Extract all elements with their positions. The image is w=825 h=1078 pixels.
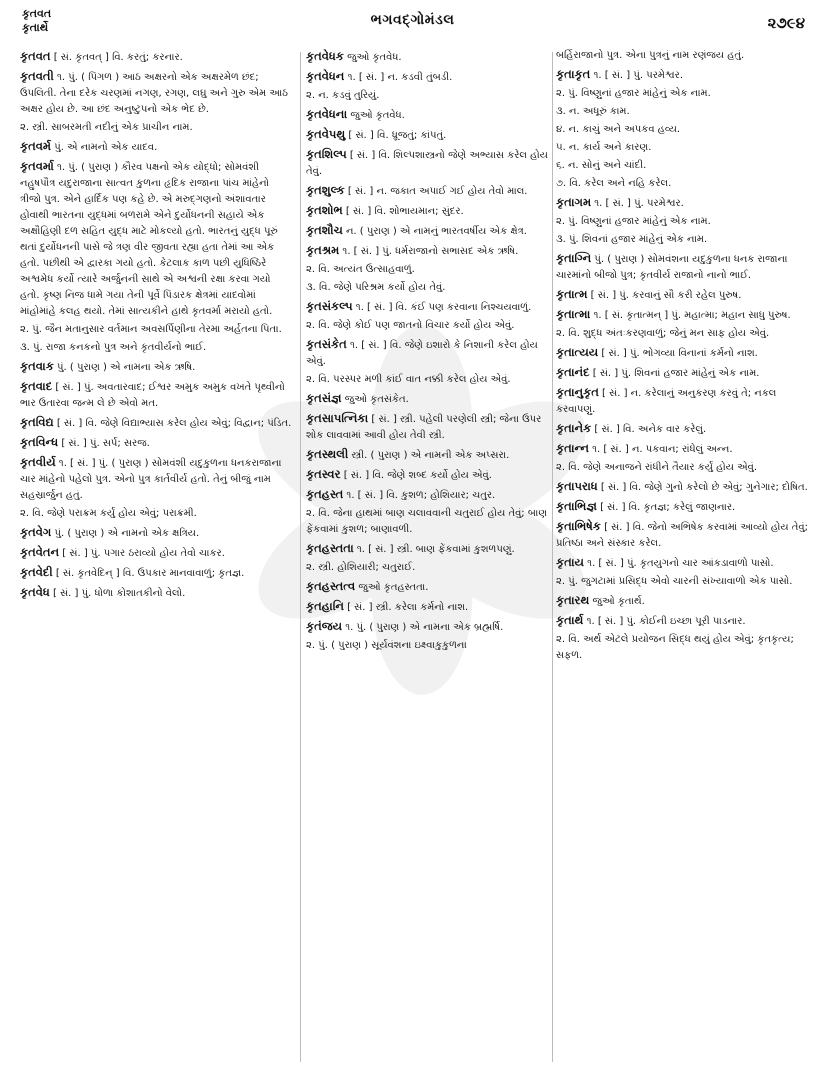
entry-headword: કૃતવત [20, 49, 51, 63]
entry-headword: કૃતહસ્ત [306, 487, 344, 501]
dictionary-entry [306, 318, 554, 334]
entry-headword: કૃતંજય [306, 619, 343, 633]
column-middle [306, 48, 554, 1073]
dictionary-entry [556, 498, 809, 516]
entry-definition: ૧. પું. ( પુરાણ ) કૌરવ પક્ષનો એક યોદ્ધો; સોમવંશી નહુષપૌત્ર યદુરાજાના સાત્વત કુળના હૃદિક રાજાના પાંચ માંહેનો ત્રીજો પુત્ર. એને હાર્દિક પણ કહે છે. એ મરુદ્ગણનો અંશાવતાર હોવાથી ભારતના યુદ્ધમાં બળરામે એને દુર્યોધનની સહાયે એક અક્ષૌહિણી દળ સહિત યુદ્ધ માટે મોકલ્યો હતો. ભારતનું યુદ્ધ પૂરું થતાં દુર્યોધનની પાસે જે ત્રણ વીર જીવતા રહ્યા હતા તેમાં આ એક હતો. પછીથી એ દ્વારકા ગયો હતો. કેટલાક કાળ પછી યુધિષ્ઠિરે અશ્વમેધ કર્યો ત્યારે અર્જુનની સાથે એ અશ્વની રક્ષા કરવા ગયો હતો. કૃષ્ણ નિજ ધામે ગયા તેની પૂર્વે પિંડારક ક્ષેત્રમાં યાદવોમાં માંહોમાંહે કલહ થયો. તેમાં સાત્યકીને હાથે કૃતવર્મા મરાયો હતો. [20, 162, 278, 317]
entry-headword: કૃતાભિષેક [556, 519, 601, 533]
entry-headword: કૃતશોભ [306, 203, 343, 217]
entry-definition: પું. ( પુરાણ ) એ નામના એક ઋષિ. [53, 362, 196, 373]
dictionary-entry [556, 86, 809, 102]
dictionary-entry [556, 48, 809, 64]
entry-definition: [ સં. ] વિ. ધ્રૂજતું; કાંપતું. [345, 130, 447, 141]
entry-definition: [ સં. ] વિ. શિલ્પશાસ્ત્રનો જેણે અભ્યાસ કરેલ હોય તેવું. [306, 150, 548, 177]
dictionary-entry [556, 574, 809, 590]
entry-definition: ૩. પું. રાજા કનકનો પુત્ર અને કૃતવીર્યનો ભાઈ. [20, 342, 207, 353]
dictionary-entry [20, 138, 292, 156]
entry-definition: ૩. વિ. જેણે પરિશ્રમ કર્યો હોય તેવું. [306, 282, 446, 293]
entry-definition: [ સં. ] પું. કરવાનું સૌ કરી રહેલ પુરુષ. [587, 290, 742, 301]
entry-headword: કૃતવેગ [20, 525, 52, 539]
dictionary-entry [556, 364, 809, 382]
dictionary-entry [306, 410, 554, 444]
dictionary-entry [20, 358, 292, 376]
entry-definition: [ સં. ] પું. પગાર ઠરાવ્યો હોય તેવો ચાકર. [59, 548, 225, 559]
dictionary-entry [20, 584, 292, 602]
dictionary-entry [306, 540, 554, 558]
entry-definition: [ સં. ] સ્ત્રી. પહેલી પરણેલી સ્ત્રી; જેના ઉપર શોક લાવવામાં આવી હોય તેવી સ્ત્રી. [306, 414, 542, 441]
entry-definition: ૧. [ સં. ] પું. ધર્મરાજાનો સભાસદ એક ઋષિ. [339, 246, 519, 257]
dictionary-entry [556, 176, 809, 192]
entry-headword: કૃતસ્થલી [306, 447, 349, 461]
entry-definition: ૨. વિ. જેણે કોઈ પણ જાતનો વિચાર કર્યો હોય એવું. [306, 320, 515, 331]
dictionary-entry [306, 202, 554, 220]
entry-definition: [ સં. ] પું. શિવનાં હજાર માંહેનું એક નામ. [589, 368, 760, 379]
entry-definition: ૨. વિ. જેણે પરાક્રમ કર્યું હોય એવું; પરાક્રમી. [20, 508, 197, 519]
entry-headword: કૃતસંકલ્પ [306, 299, 353, 313]
dictionary-entry [20, 544, 292, 562]
entry-definition: ૧. [ સં. ] પું. ( પુરાણ ) સોમવંશી યદુકુળના ધનકરાજાના ચાર માંહેનો પહેલો પુત્ર. એનો પુત્ર કાર્તવીર્ય હતો. તેનું બીજું નામ સહસ્રાર્જુન હતું. [20, 458, 282, 501]
dictionary-entry [306, 390, 554, 408]
entry-definition: [ સં. ] પું. સર્પ; સરજ. [58, 438, 150, 449]
entry-definition: ૩. પું. શિવનાં હજાર માંહેનું એક નામ. [556, 234, 708, 245]
dictionary-entry [306, 280, 554, 296]
entry-headword: કૃતવાદ [20, 379, 53, 393]
entry-definition: [ સં. ] વિ. જેણે વિદ્યાભ્યાસ કરેલ હોય એવું; વિદ્વાન; પંડિત. [53, 418, 292, 429]
dictionary-entry [306, 298, 554, 316]
entry-headword: કૃતવેધ [20, 585, 50, 599]
entry-headword: કૃતસંકેત [306, 337, 347, 351]
entry-headword: કૃતશુલ્ક [306, 183, 345, 197]
entry-definition: ૨. પું. વિષ્ણુનાં હજાર માંહેનું એક નામ. [556, 216, 711, 227]
guide-word-top: કૃતવત [22, 7, 52, 20]
entry-definition: [ સં. ] વિ. શોભાયમાન; સુંદર. [342, 206, 464, 217]
dictionary-entry [20, 322, 292, 338]
entry-headword: કૃતવેધના [306, 107, 348, 121]
dictionary-entry [556, 478, 809, 496]
entry-definition: [ સં. ] વિ. જેનો અભિષેક કરવામાં આવ્યો હોય તેવું; પ્રતિષ્ઠા અને સંસ્કાર કરેલ. [556, 522, 809, 549]
entry-headword: કૃતસાપત્નિકા [306, 411, 369, 425]
dictionary-entry [306, 372, 554, 388]
entry-definition: [ સં. ] વિ. કૃતજ્ઞ; કરેલું જાણનાર. [596, 502, 736, 513]
entry-headword: કૃતહસ્તત્વ [306, 579, 356, 593]
entry-definition: [ સં. ] વિ. જેણે શબ્દ કર્યો હોય એવું. [340, 470, 492, 481]
entry-definition: [ સં. ] વિ. જેણે ગુનો કરેલો છે એવું; ગુનેગાર; દોષિત. [597, 482, 808, 493]
dictionary-entry [306, 106, 554, 124]
dictionary-entry [306, 68, 554, 86]
entry-headword: કૃતહાનિ [306, 599, 344, 613]
entry-definition: બર્હિરાજાનો પુત્ર. એના પુત્રનું નામ રણંજય હતું. [556, 50, 745, 61]
dictionary-entry [556, 232, 809, 248]
entry-definition: જુઓ કૃતાર્થ. [589, 596, 645, 607]
entry-headword: કૃતવાક [20, 359, 54, 373]
entry-definition: ૩. ન. અધૂરું કામ. [556, 106, 630, 117]
dictionary-entry [306, 486, 554, 504]
entry-definition: જુઓ કૃતવેધ. [343, 52, 402, 63]
dictionary-entry [556, 440, 809, 458]
entry-definition: ૨. ન. કડવું તુરિયું. [306, 90, 380, 101]
dictionary-entry [306, 182, 554, 200]
entry-definition: ૧. [ સં. કૃતાત્મન્ ] પું. મહાત્મા; મહાન સાધુ પુરુષ. [590, 310, 791, 321]
dictionary-entry [20, 48, 292, 66]
dictionary-entry [556, 104, 809, 120]
dictionary-entry [20, 506, 292, 522]
entry-headword: કૃતાય [556, 555, 584, 569]
dictionary-entry [20, 120, 292, 136]
entry-headword: કૃતવર્મા [20, 159, 54, 173]
entry-definition: ૧. [ સં. ] વિ. કંઈ પણ કરવાના નિશ્ચયવાળું. [352, 302, 532, 313]
entry-headword: કૃતવેપથુ [306, 127, 346, 141]
entry-definition: ૧. [ સં. ] સ્ત્રી. બાણ ફેંકવામાં કુશળપણું. [353, 544, 515, 555]
dictionary-entry [306, 336, 554, 370]
dictionary-entry [306, 446, 554, 464]
dictionary-entry [556, 140, 809, 156]
entry-headword: કૃતવેદી [20, 565, 53, 579]
entry-headword: કૃતાગ્નિ [556, 251, 592, 265]
dictionary-entry [20, 340, 292, 356]
entry-headword: કૃતવેધક [306, 49, 344, 63]
dictionary-entry [306, 598, 554, 616]
entry-headword: કૃતશિલ્પ [306, 147, 347, 161]
entry-headword: કૃતાનંદ [556, 365, 590, 379]
dictionary-entry [306, 506, 554, 538]
entry-headword: કૃતાપરાધ [556, 479, 598, 493]
dictionary-entry [306, 638, 554, 654]
entry-definition: ૨. પું. ( પુરાણ ) સૂર્યવંશના ઇક્ષ્વાકુકુળના [306, 640, 467, 651]
dictionary-entry [556, 518, 809, 552]
dictionary-entry [556, 326, 809, 342]
dictionary-entry [556, 214, 809, 230]
entry-definition: ૨. સ્ત્રી. હોશિયારી; ચતુરાઈ. [306, 562, 416, 573]
dictionary-entry [556, 384, 809, 418]
dictionary-entry [20, 434, 292, 452]
entry-definition: ૧. [ સં. ] વિ. જેણે ઇશારો કે નિશાની કરેલ હોય એવું. [306, 340, 538, 367]
entry-definition: જુઓ કૃતહસ્તતા. [355, 582, 429, 593]
dictionary-entry [20, 454, 292, 504]
entry-headword: કૃતવતી [20, 69, 54, 83]
dictionary-entry [20, 414, 292, 432]
dictionary-entry [556, 612, 809, 630]
entry-definition: ૭. વિ. કરેલ અને નહિ કરેલ. [556, 178, 672, 189]
entry-definition: ૨. સ્ત્રી. સાબરમતી નદીનું એક પ્રાચીન નામ. [20, 122, 193, 133]
page-number: ૨૭૯૪ [767, 14, 805, 32]
entry-definition: જુઓ કૃતસંકેત. [341, 394, 409, 405]
dictionary-entry [556, 194, 809, 212]
entry-definition: ન. ( પુરાણ ) એ નામનું ભારતવર્ષીય એક ક્ષેત્ર. [342, 226, 527, 237]
entry-definition: પું. એ નામનો એક યાદવ. [51, 142, 158, 153]
dictionary-entry [306, 262, 554, 278]
entry-headword: કૃતાર્થ [556, 613, 584, 627]
dictionary-entry [556, 286, 809, 304]
entry-headword: કૃતવિદ્ય [20, 415, 54, 429]
dictionary-entry [306, 242, 554, 260]
entry-headword: કૃતવીર્ય [20, 455, 56, 469]
dictionary-entry [306, 466, 554, 484]
entry-definition: [ સં. કૃતવત્ ] વિ. કરતું; કરનાર. [50, 52, 183, 63]
entry-headword: કૃતારથ [556, 593, 590, 607]
dictionary-entry [306, 126, 554, 144]
entry-definition: ૧. [ સં. ] પું. કોઈની ઇચ્છા પૂરી પાડનાર. [583, 616, 746, 627]
entry-definition: ૫. ન. કાર્ય અને કારણ. [556, 142, 652, 153]
dictionary-entry [306, 560, 554, 576]
guide-word-bottom: કૃતાર્થે [22, 21, 49, 34]
entry-headword: કૃતસંજ્ઞ [306, 391, 342, 405]
dictionary-entry [20, 564, 292, 582]
dictionary-entry [556, 66, 809, 84]
entry-headword: કૃતાનુકૃત [556, 385, 599, 399]
entry-definition: [ સં. ] પું. અવતારવાદ; ઈશ્વર અમુક અમુક વખતે પૃથ્વીનો ભાર ઉતારવા જન્મ લે છે એવો મત. [20, 382, 285, 409]
entry-definition: ૨. પું. જુગટામાં પ્રસિદ્ધ એવો ચારની સંખ્યાવાળો એક પાસો. [556, 576, 793, 587]
entry-definition: ૨. વિ. શુદ્ધ અંતઃકરણવાળું; જેનું મન સાફ હોય એવું. [556, 328, 770, 339]
entry-definition: [ સં. ] સ્ત્રી. કરેલા કર્મનો નાશ. [343, 602, 469, 613]
entry-definition: ૧. પું. ( પુરાણ ) એ નામના એક બ્રહ્મર્ષિ. [342, 622, 504, 633]
entry-definition: ૧. [ સં. ] પું. પરમેશ્વર. [590, 70, 684, 81]
entry-definition: [ સં. ] પું. ભોગવ્યા વિનાનાં કર્મનો નાશ. [598, 348, 758, 359]
entry-definition: પું. ( પુરાણ ) એ નામનો એક ક્ષત્રિય. [51, 528, 200, 539]
dictionary-entry [556, 420, 809, 438]
entry-definition: ૨. પું. વિષ્ણુનાં હજાર માંહેનું એક નામ. [556, 88, 711, 99]
entry-headword: કૃતાત્મા [556, 307, 591, 321]
entry-definition: ૧. [ સં. ] ન. કડવી તુંબડી. [344, 72, 453, 83]
entry-headword: કૃતાગમ [556, 195, 592, 209]
entry-definition: [ સં. ] ન. કરેલાનું અનુકરણ કરવું તે; નકલ કરવાપણું. [556, 388, 777, 415]
entry-headword: કૃતાત્યય [556, 345, 599, 359]
dictionary-entry [556, 250, 809, 284]
entry-headword: કૃતશ્રમ [306, 243, 340, 257]
entry-definition: ૧. [ સં. ] વિ. કુશળ; હોશિયાર; ચતુર. [343, 490, 496, 501]
entry-headword: કૃતસ્વર [306, 467, 341, 481]
dictionary-entry [556, 592, 809, 610]
dictionary-entry [306, 578, 554, 596]
dictionary-entry [20, 524, 292, 542]
dictionary-entry [556, 554, 809, 572]
entry-definition: ૧. [ સં. ] પું. કૃતયુગનો ચાર આંકડાવાળો પાસો. [583, 558, 774, 569]
dictionary-entry [556, 344, 809, 362]
entry-headword: કૃતહસ્તતા [306, 541, 354, 555]
entry-headword: કૃતવેધન [306, 69, 345, 83]
entry-headword: કૃતવિન્ધ [20, 435, 59, 449]
entry-definition: ૧. [ સં. ] ન. પકવાન; રાંધેલું અન્ન. [588, 444, 733, 455]
entry-definition: ૪. ન. કાચું અને અપકવ હવ્ય. [556, 124, 681, 135]
entry-definition: જુઓ કૃતવેધ. [347, 110, 405, 121]
entry-definition: [ સં. ] વિ. અનેક વાર કરેલું. [591, 424, 707, 435]
dictionary-entry [20, 158, 292, 320]
dictionary-entry [556, 122, 809, 138]
entry-definition: પું. ( પુરાણ ) સોમવંશના યદુકુળના ધનક રાજાના ચારમાંનો બીજો પુત્ર; કૃતવીર્ય રાજાનો નાનો ભાઈ. [556, 254, 788, 281]
column-left [20, 48, 292, 1073]
entry-definition: ૨. વિ. જેના હાથમાં બાણ ચલાવવાની ચતુરાઈ હોય તેવું; બાણ ફેંકવામાં કુશળ; બાણાવળી. [306, 508, 548, 535]
dictionary-entry [306, 88, 554, 104]
entry-headword: કૃતાત્મ [556, 287, 588, 301]
dictionary-entry [556, 158, 809, 174]
entry-headword: કૃતવેતન [20, 545, 60, 559]
entry-definition: ૨. વિ. પરસ્પર મળી કાંઈ વાત નક્કી કરેલ હોય એવું. [306, 374, 511, 385]
dictionary-entry [306, 146, 554, 180]
entry-headword: કૃતાનેક [556, 421, 592, 435]
entry-definition: ૨. પું. જૈન મતાનુસાર વર્તમાન અવસર્પિણીના તેરમા અર્હતના પિતા. [20, 324, 282, 335]
entry-definition: ૨. વિ. જેણે અનાજને રાંધીને તૈયાર કર્યું હોય એવું. [556, 462, 758, 473]
entry-definition: [ સં. ] પું. ધોળા કોશાતકીનો વેલો. [49, 588, 186, 599]
entry-headword: કૃતાકૃત [556, 67, 591, 81]
entry-definition: [ સં. ] ન. જકાત અપાઈ ગઈ હોય તેવો માલ. [344, 186, 528, 197]
dictionary-entry [20, 68, 292, 118]
dictionary-entry [20, 378, 292, 412]
entry-definition: ૨. વિ. અર્થ એટલે પ્રયોજન સિદ્ધ થયું હોય એવું; કૃતકૃત્ય; સફળ. [556, 634, 794, 661]
dictionary-entry [556, 460, 809, 476]
column-divider [300, 52, 301, 1062]
dictionary-entry [556, 306, 809, 324]
entry-headword: કૃતવર્મ [20, 139, 52, 153]
entry-definition: ૬. ન. સોનું અને ચાંદી. [556, 160, 647, 171]
entry-definition: ૧. [ સં. ] પું. પરમેશ્વર. [591, 198, 684, 209]
dictionary-entry [306, 222, 554, 240]
page-title: ભગવદ્ગોમંડલ [370, 12, 455, 28]
entry-definition: ૨. વિ. અત્યંત ઉત્સાહવાળું. [306, 264, 415, 275]
entry-headword: કૃતાન્ન [556, 441, 589, 455]
entry-definition: ૧. પું. ( પિંગળ ) આઠ અક્ષરનો એક અક્ષરમેળ છંદ; ઉપલિતી. તેના દરેક ચરણમાં નગણ, રગણ, લઘુ અને ગુરુ એમ આઠ અક્ષર હોય છે. આ છંદ અનુષ્ટુપનો એક ભેદ છે. [20, 72, 288, 115]
entry-definition: સ્ત્રી. ( પુરાણ ) એ નામની એક અપ્સરા. [348, 450, 510, 461]
entry-headword: કૃતાભિજ્ઞ [556, 499, 597, 513]
entry-headword: કૃતશૌચ [306, 223, 343, 237]
entry-definition: [ સં. કૃતવેદિન્ ] વિ. ઉપકાર માનવાવાળું; કૃતજ્ઞ. [52, 568, 245, 579]
dictionary-entry [306, 48, 554, 66]
dictionary-entry [556, 632, 809, 664]
column-right [556, 48, 809, 1073]
dictionary-entry [306, 618, 554, 636]
